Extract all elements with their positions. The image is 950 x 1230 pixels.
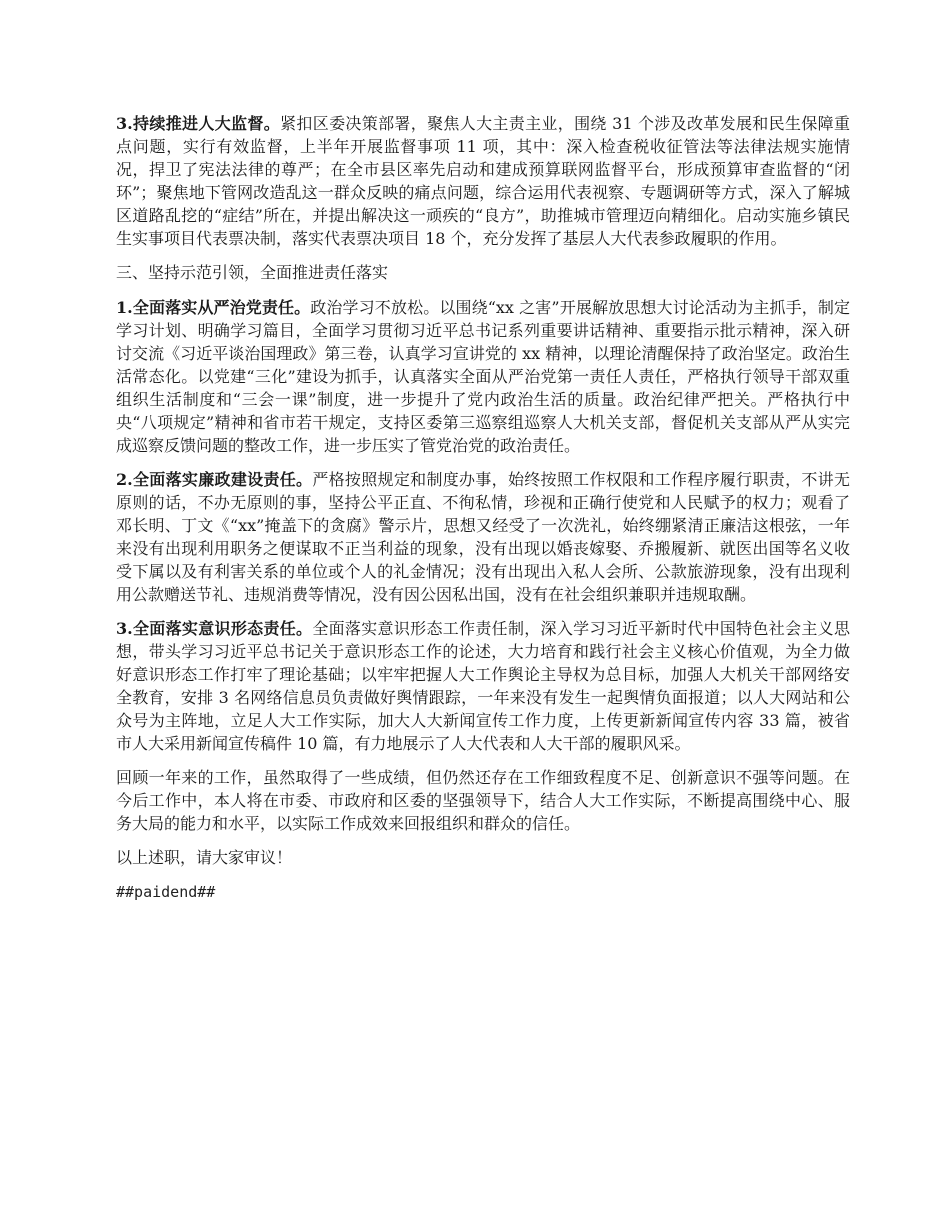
end-marker-line [116, 880, 850, 904]
paragraph-text: 回顾一年来的工作，虽然取得了一些成绩，但仍然还存在工作细致程度不足、创新意识不强等问题。在今后工作中，本人将在市委、市政府和区委的坚强领导下，结合人大工作实际，不断提高围绕中心、服务大局的能力和水平，以实际工作成效来回报组织和群众的信任。 [116, 768, 850, 833]
paragraph-ideology [116, 617, 850, 755]
paragraph-heading: 3.全面落实意识形态责任。 [116, 619, 313, 638]
paragraph-review [116, 766, 850, 835]
paragraph-text: 政治学习不放松。以围绕“xx 之害”开展解放思想大讨论活动为主抓手，制定学习计划、明确学习篇目，全面学习贯彻习近平总书记系列重要讲话精神、重要指示批示精神，深入研讨交流《习近平谈治国理政》第三卷，认真学习宣讲党的 xx 精神，以理论清醒保持了政治坚定。政治生活常态化。以党建“三化”建设为抓手，认真落实全面从严治党第一责任人责任，严格执行领导干部双重组织生活制度和“三会一课”制度，进一步提升了党内政治生活的质量。政治纪律严把关。严格执行中央“八项规定”精神和省市若干规定，支持区委第三巡察组巡察人大机关支部，督促机关支部从严从实完成巡察反馈问题的整改工作，进一步压实了管党治党的政治责任。 [116, 298, 850, 455]
paragraph-heading: 1.全面落实从严治党责任。 [116, 298, 311, 317]
paragraph-text: 全面落实意识形态工作责任制，深入学习习近平新时代中国特色社会主义思想，带头学习习近平总书记关于意识形态工作的论述，大力培育和践行社会主义核心价值观，为全力做好意识形态工作打牢了理论基础；以牢牢把握人大工作舆论主导权为总目标，加强人大机关干部网络安全教育，安排 3 名网络信息员负责做好舆情跟踪，一年来没有发生一起舆情负面报道；以人大网站和公众号为主阵地，立足人大工作实际，加大人大新闻宣传工作力度，上传更新新闻宣传内容 33 篇，被省市人大采用新闻宣传稿件 10 篇，有力地展示了人大代表和人大干部的履职风采。 [116, 619, 850, 753]
document-body [116, 112, 850, 915]
paragraph-integrity [116, 468, 850, 606]
section-heading [116, 261, 850, 284]
paragraph-party-discipline [116, 296, 850, 457]
paragraph-text: 紧扣区委决策部署，聚焦人大主责主业，围绕 31 个涉及改革发展和民生保障重点问题，实行有效监督，上半年开展监督事项 11 项，其中：深入检查税收征管法等法律法规实施情况，捍卫了宪法法律的尊严；在全市县区率先启动和建成预算联网监督平台，形成预算审查监督的“闭环”；聚焦地下管网改造乱这一群众反映的痛点问题，综合运用代表视察、专题调研等方式，深入了解城区道路乱挖的“症结”所在，并提出解决这一顽疾的“良方”，助推城市管理迈向精细化。启动实施乡镇民生实事项目代表票决制，落实代表票决项目 18 个，充分发挥了基层人大代表参政履职的作用。 [116, 114, 850, 248]
paragraph-text: 以上述职，请大家审议！ [116, 848, 293, 867]
paragraph-text: 严格按照规定和制度办事，始终按照工作权限和工作程序履行职责，不讲无原则的话，不办无原则的事，坚持公平正直、不徇私情，珍视和正确行使党和人民赋予的权力；观看了邓长明、丁文《“xx”掩盖下的贪腐》警示片，思想又经受了一次洗礼，始终绷紧清正廉洁这根弦，一年来没有出现利用职务之便谋取不正当利益的现象，没有出现以婚丧嫁娶、乔搬履新、就医出国等名义收受下属以及有利害关系的单位或个人的礼金情况；没有出现出入私人会所、公款旅游现象，没有出现利用公款赠送节礼、违规消费等情况，没有因公因私出国，没有在社会组织兼职并违规取酬。 [116, 470, 850, 604]
end-marker: ##paidend## [116, 883, 216, 901]
section-heading-text: 三、坚持示范引领，全面推进责任落实 [116, 263, 389, 282]
paragraph-heading: 3.持续推进人大监督。 [116, 114, 281, 133]
paragraph-supervision [116, 112, 850, 250]
paragraph-closing [116, 846, 850, 869]
paragraph-heading: 2.全面落实廉政建设责任。 [116, 470, 313, 489]
